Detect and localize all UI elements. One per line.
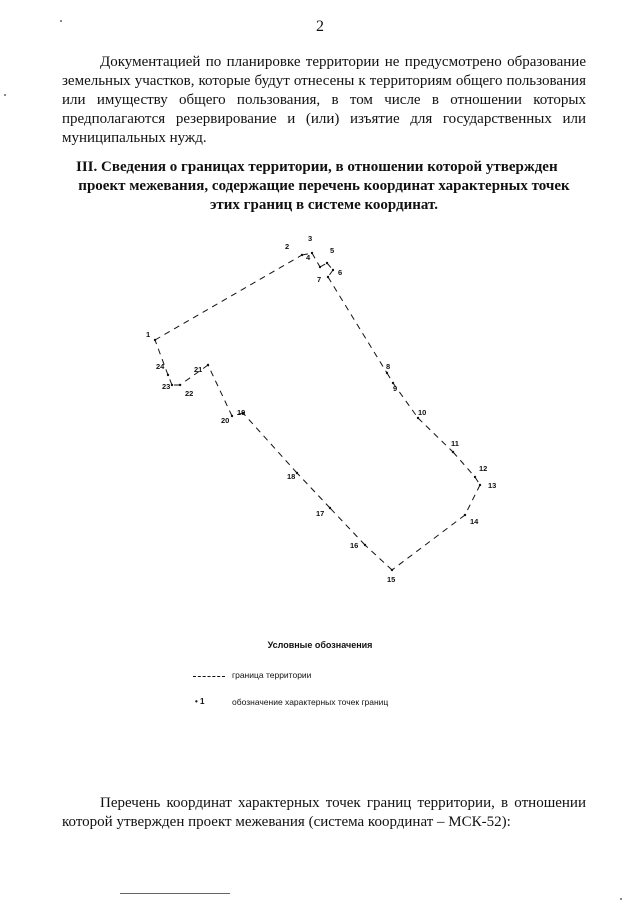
boundary-point-label: 17: [316, 509, 325, 518]
boundary-point-marker: [452, 451, 454, 453]
boundary-segment: [312, 253, 320, 267]
boundary-point-label: 3: [308, 234, 313, 243]
boundary-point-label: 4: [306, 253, 311, 262]
paragraph-territory-note: [62, 53, 586, 148]
boundary-point-label: 22: [185, 389, 194, 398]
section-heading: [62, 158, 586, 215]
legend-points-label: обозначение характерных точек границ: [232, 697, 389, 707]
paragraph-coordinates-intro: [62, 794, 586, 832]
boundary-segment: [243, 413, 297, 473]
boundary-segment: [465, 485, 480, 515]
boundary-point-marker: [167, 374, 169, 376]
boundary-point-marker: [464, 514, 466, 516]
section-heading-line-2: проект межевания, содержащие перечень координат характерных точек: [78, 178, 570, 194]
boundary-point-label: 14: [470, 517, 479, 526]
boundary-segment: [320, 263, 327, 267]
boundary-point-label: 15: [387, 575, 396, 584]
boundary-segment: [475, 477, 480, 485]
boundary-point-marker: [474, 476, 476, 478]
boundary-point-marker: [326, 262, 328, 264]
legend-title: Условные обозначения: [267, 640, 373, 650]
section-heading-line-1: III. Сведения о границах территории, в отношении которой утвержден: [76, 159, 558, 175]
boundary-point-marker: [154, 339, 156, 341]
boundary-point-label: 5: [330, 246, 335, 255]
boundary-point-label: 21: [194, 365, 203, 374]
boundary-point-marker: [327, 276, 329, 278]
boundary-segment: [208, 365, 232, 416]
scan-artifact-dot: [60, 20, 62, 22]
boundary-segment: [330, 508, 365, 545]
paragraph-coordinates-intro-text: Перечень координат характерных точек границ территории, в отношении которой утвержден проект межевания (система координат – МСК-52):: [62, 795, 586, 830]
boundary-point-marker: [311, 252, 313, 254]
boundary-segment: [297, 473, 330, 508]
boundary-point-label: 16: [350, 541, 359, 550]
boundary-point-label: 23: [162, 382, 171, 391]
legend-point-marker-sample: • 1: [195, 697, 205, 706]
boundary-point-marker: [386, 372, 388, 374]
boundary-segment: [328, 277, 387, 373]
scan-artifact-line: [120, 893, 230, 894]
boundary-point-label: 20: [221, 416, 230, 425]
boundary-point-marker: [417, 417, 419, 419]
boundary-segment: [328, 270, 333, 277]
boundary-point-marker: [301, 254, 303, 256]
boundary-point-marker: [296, 472, 298, 474]
boundary-point-label: 19: [237, 408, 246, 417]
boundary-segment: [327, 263, 333, 270]
boundary-point-marker: [332, 269, 334, 271]
boundary-segment: [453, 452, 475, 477]
boundary-segment: [155, 255, 302, 340]
boundary-point-marker: [179, 384, 181, 386]
boundary-point-label: 6: [338, 268, 343, 277]
boundary-point-label: 8: [386, 362, 391, 371]
boundary-segment: [365, 545, 392, 570]
boundary-point-label: 2: [285, 242, 290, 251]
boundary-point-label: 18: [287, 472, 296, 481]
section-heading-line-3: этих границ в системе координат.: [209, 197, 439, 213]
boundary-point-label: 24: [156, 362, 165, 371]
boundary-point-label: 12: [479, 464, 488, 473]
boundary-point-marker: [329, 507, 331, 509]
legend-boundary-line-sample: [193, 676, 225, 677]
boundary-point-label: 7: [317, 275, 322, 284]
boundary-segment: [418, 418, 453, 452]
boundary-point-label: 10: [418, 408, 427, 417]
boundary-segment: [387, 373, 393, 383]
boundary-point-label: 13: [488, 481, 497, 490]
boundary-diagram: [0, 225, 640, 605]
legend-boundary-label: граница территории: [232, 670, 312, 680]
boundary-point-label: 9: [393, 384, 398, 393]
boundary-point-label: 1: [146, 330, 151, 339]
boundary-point-marker: [391, 569, 393, 571]
scan-artifact-dot: [4, 94, 6, 96]
boundary-point-marker: [171, 384, 173, 386]
paragraph-territory-note-text: Документацией по планировке территории не предусмотрено образование земельных участков, которые будут отнесены к территориям общего пользования или имуществу общего пользования, в том числе в отношении которых предполагаются резервирование и (или) изъятие для государственных или муниципальных нужд.: [62, 54, 586, 146]
boundary-point-marker: [364, 544, 366, 546]
scan-artifact-dot: [620, 898, 622, 900]
boundary-point-marker: [207, 364, 209, 366]
boundary-point-marker: [231, 415, 233, 417]
boundary-segment: [392, 515, 465, 570]
boundary-point-label: 11: [451, 439, 459, 448]
page-number: 2: [316, 18, 324, 35]
boundary-point-marker: [319, 266, 321, 268]
territory-boundary: [155, 253, 480, 570]
boundary-point-marker: [479, 484, 481, 486]
